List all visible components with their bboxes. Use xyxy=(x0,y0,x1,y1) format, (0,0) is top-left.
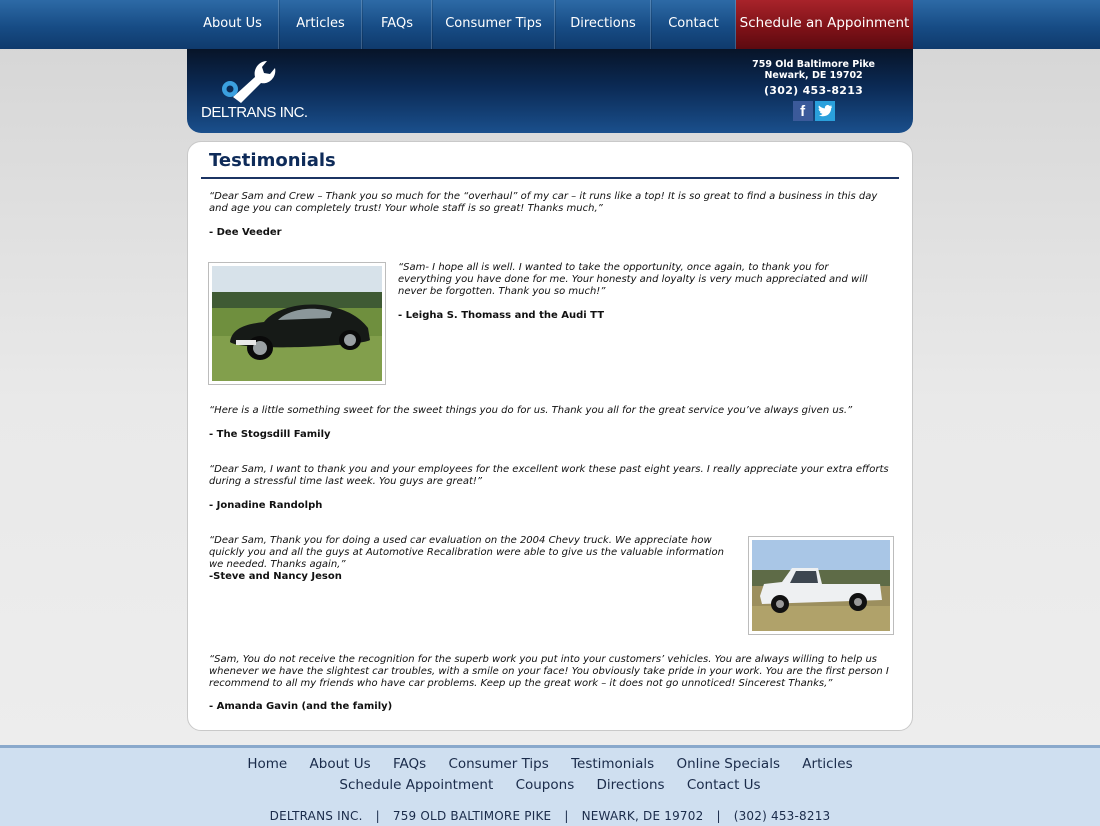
facebook-icon[interactable]: f xyxy=(793,101,813,121)
testimonial-quote: “Dear Sam and Crew – Thank you so much for the “overhaul” of my car – it runs like a top! It is so great to find a business in this day and age you can completely trust! Your whole staff is so great! Thanks much,” xyxy=(209,191,878,214)
header-contact xyxy=(752,59,875,121)
top-navigation-bar xyxy=(0,0,1100,49)
testimonial-author: - Amanda Gavin (and the family) xyxy=(209,701,393,712)
footer-link-directions[interactable]: Directions xyxy=(596,777,665,793)
footer-phone: (302) 453-8213 xyxy=(733,809,831,823)
testimonial-quote: “Sam- I hope all is well. I wanted to take the opportunity, once again, to thank you for everything you have done for me. Your honesty and loyalty is very much appreciated and will never be forgotten. Thank you so much!” xyxy=(398,262,868,297)
testimonial-quote: “Dear Sam, I want to thank you and your employees for the excellent work these past eight years. I really appreciate your extra efforts during a stressful time last week. You guys are great!” xyxy=(209,464,889,487)
footer-link-home[interactable]: Home xyxy=(247,756,288,772)
footer-separator: | xyxy=(375,809,380,823)
testimonial-quote: “Dear Sam, Thank you for doing a used car evaluation on the 2004 Chevy truck. We appreciate how quickly you and all the guys at Automotive Recalibration were able to give us the valuable information we needed. Thanks again,” xyxy=(209,535,724,570)
footer-link-online-specials[interactable]: Online Specials xyxy=(676,756,780,772)
testimonials-content xyxy=(187,141,913,731)
main-nav xyxy=(187,0,913,49)
testimonial-author: - Leigha S. Thomass and the Audi TT xyxy=(398,310,605,321)
footer-link-schedule-appointment[interactable]: Schedule Appointment xyxy=(339,777,494,793)
footer-nav-row1 xyxy=(0,756,1100,772)
footer-separator: | xyxy=(564,809,569,823)
header-address-line1: 759 Old Baltimore Pike xyxy=(752,59,875,70)
twitter-icon[interactable] xyxy=(815,101,835,121)
footer-link-testimonials[interactable]: Testimonials xyxy=(571,756,655,772)
testimonial-author: -Steve and Nancy Jeson xyxy=(209,571,342,582)
footer-link-articles[interactable]: Articles xyxy=(802,756,853,772)
chevy-truck-photo xyxy=(748,536,894,635)
testimonial-author: - The Stogsdill Family xyxy=(209,429,331,440)
footer-link-coupons[interactable]: Coupons xyxy=(515,777,575,793)
footer-nav-row2 xyxy=(0,777,1100,793)
testimonial-quote: “Here is a little something sweet for the sweet things you do for us. Thank you all for the great service you’ve always given us.” xyxy=(209,405,853,416)
nav-consumer-tips[interactable]: Consumer Tips xyxy=(432,0,555,49)
audi-tt-photo xyxy=(208,262,386,385)
header-address-line2: Newark, DE 19702 xyxy=(764,70,863,81)
footer-company: DELTRANS INC. xyxy=(269,809,363,823)
footer-link-consumer-tips[interactable]: Consumer Tips xyxy=(448,756,549,772)
page-title: Testimonials xyxy=(209,150,336,171)
footer-link-faqs[interactable]: FAQs xyxy=(392,756,427,772)
schedule-appointment-button[interactable]: Schedule an Appoinment xyxy=(736,0,913,49)
footer-separator: | xyxy=(716,809,721,823)
header-phone: (302) 453-8213 xyxy=(763,84,864,97)
nav-about-us[interactable]: About Us xyxy=(187,0,279,49)
footer-address xyxy=(0,809,1100,823)
footer-city: NEWARK, DE 19702 xyxy=(581,809,704,823)
logo-text: DELTRANS INC. xyxy=(201,104,308,121)
nav-faqs[interactable]: FAQs xyxy=(362,0,432,49)
social-links xyxy=(752,101,875,121)
nav-contact[interactable]: Contact xyxy=(651,0,736,49)
footer-street: 759 OLD BALTIMORE PIKE xyxy=(392,809,552,823)
nav-articles[interactable]: Articles xyxy=(279,0,362,49)
title-divider xyxy=(201,177,899,179)
footer-link-contact-us[interactable]: Contact Us xyxy=(686,777,761,793)
footer-link-about-us[interactable]: About Us xyxy=(309,756,371,772)
testimonial-quote: “Sam, You do not receive the recognition for the superb work you put into your customers’ vehicles. You are always willing to help us whenever we have the slightest car troubles, with a smile on your face! You obviously take pride in your work. You are the first person I recommend to all my friends who have car problems. Keep up the great work – it does not go unnoticed! Sincerest Thanks,” xyxy=(209,654,889,689)
testimonial-author: - Jonadine Randolph xyxy=(209,500,323,511)
site-header xyxy=(187,49,913,133)
testimonial-author: - Dee Veeder xyxy=(209,227,282,238)
nav-directions[interactable]: Directions xyxy=(555,0,651,49)
site-footer xyxy=(0,745,1100,826)
wrench-logo-icon[interactable] xyxy=(221,55,281,107)
